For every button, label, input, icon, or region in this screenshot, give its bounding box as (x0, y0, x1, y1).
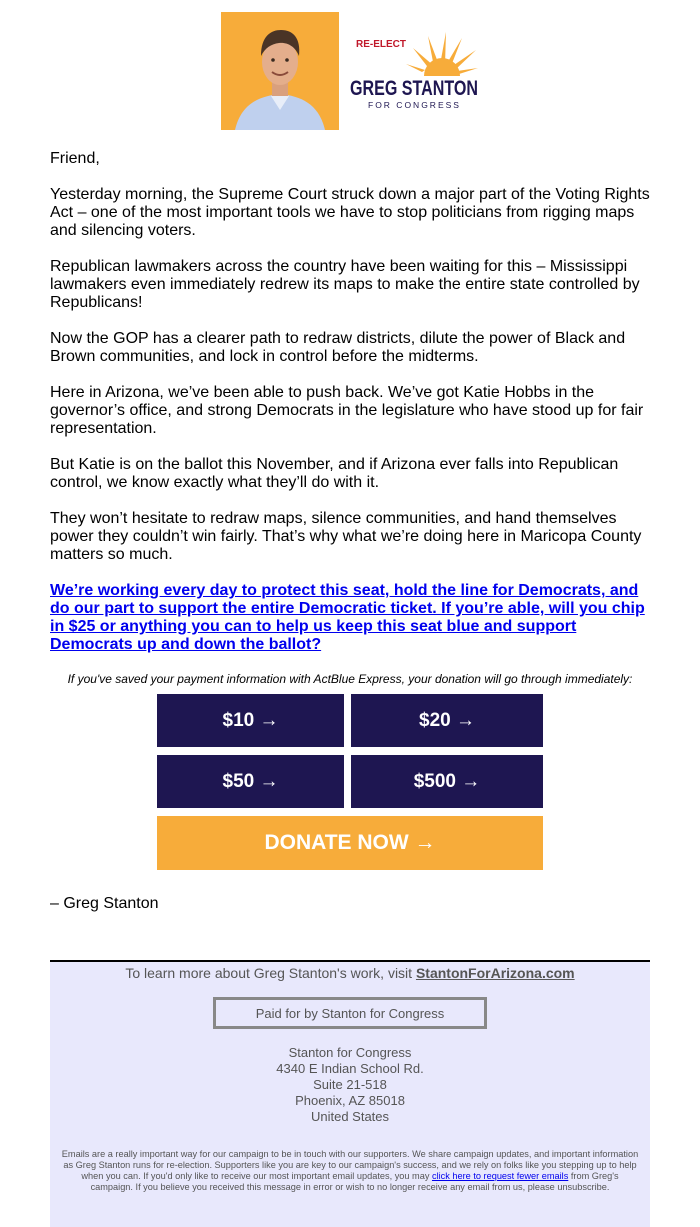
paid-for-disclaimer (213, 997, 487, 1029)
mailing-address (50, 1045, 650, 1125)
paragraph-2: Republican lawmakers across the country have been waiting for this – Mississippi lawmakers even immediately redrew its maps to make the entire state controlled by Republicans! (50, 258, 640, 311)
donate-20-button[interactable]: $20 → (351, 694, 543, 747)
legal-text (60, 1149, 640, 1193)
fewer-emails-link[interactable]: click here to request fewer emails (431, 1171, 569, 1181)
legal-text-part-1: Emails are a really important way for our campaign to be in touch with our supporters. We share campaign updates, and important information as Greg Stanton runs for re-election. Supporters like you are key to our campaign's success, and we rely on folks like you stepping up to help when you can. If you'd only like to receive our most important email updates, you may (61, 1149, 639, 1181)
donate-10-button[interactable]: $10 → (157, 694, 344, 747)
email-body (50, 150, 654, 654)
paragraph-4: Here in Arizona, we’ve been able to push back. We’ve got Katie Hobbs in the governor’s office, and strong Democrats in the legislature who have stood up for fair representation. (50, 384, 644, 437)
paragraph-3: Now the GOP has a clearer path to redraw districts, dilute the power of Black and Brown communities, and lock in control before the midterms. (50, 330, 626, 365)
address-line: United States (310, 1109, 390, 1124)
learn-more-text: To learn more about Greg Stanton's work, visit (125, 965, 416, 981)
address-line: Stanton for Congress (288, 1045, 412, 1060)
legal-text-part-2: from Greg's campaign. If you believe you received this message in error or wish to no longer receive any email from us, please unsubscribe. (90, 1171, 619, 1192)
campaign-logo (350, 30, 485, 115)
paid-for-text: Paid for by Stanton for Congress (255, 1005, 445, 1021)
actblue-note: If you've saved your payment information with ActBlue Express, your donation will go through immediately: (67, 672, 633, 686)
paragraph-1: Yesterday morning, the Supreme Court struck down a major part of the Voting Rights Act – one of the most important tools we have to stop politicians from rigging maps and silencing voters. (50, 186, 650, 239)
learn-more-line (50, 965, 650, 981)
email-footer (50, 960, 650, 1227)
signature: – Greg Stanton (50, 895, 159, 912)
logo-name-text: GREG STANTON (350, 77, 478, 100)
donate-now-button[interactable]: DONATE NOW → (157, 816, 543, 870)
donation-ask-link[interactable]: We’re working every day to protect this seat, hold the line for Democrats, and do our part to support the entire Democratic ticket. If you’re able, will you chip in $25 or anything you can to help us keep this seat blue and support Democrats up and down the ballot? (50, 582, 645, 653)
candidate-photo (221, 12, 339, 130)
paragraph-5: But Katie is on the ballot this November, and if Arizona ever falls into Republican control, we know exactly what they’ll do with it. (50, 456, 619, 491)
greeting: Friend, (50, 150, 100, 167)
paragraph-6: They won’t hesitate to redraw maps, silence communities, and hand themselves power they couldn’t win fairly. That’s why what we’re doing here in Maricopa County matters so much. (50, 510, 642, 563)
address-line: 4340 E Indian School Rd. (276, 1061, 424, 1076)
logo-sub-text: FOR CONGRESS (368, 100, 461, 110)
address-line: Phoenix, AZ 85018 (295, 1093, 405, 1108)
logo-kicker-text: RE-ELECT (356, 39, 406, 50)
email-header (0, 0, 700, 140)
donate-500-button[interactable]: $500 → (351, 755, 543, 808)
address-line: Suite 21-518 (313, 1077, 387, 1092)
website-link[interactable]: StantonForArizona.com (415, 965, 575, 981)
donate-50-button[interactable]: $50 → (157, 755, 344, 808)
